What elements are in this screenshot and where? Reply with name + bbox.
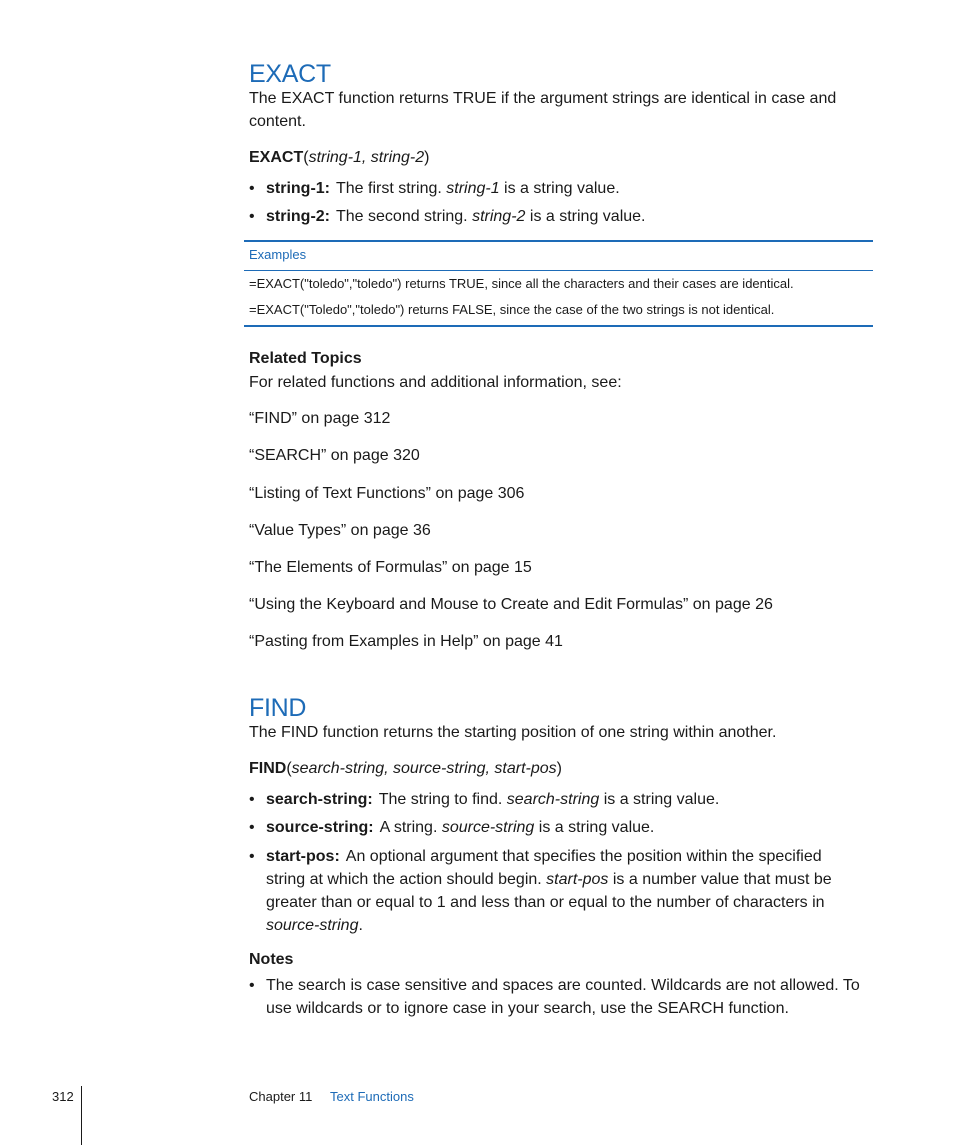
arg-text: string at which the action should begin.: [266, 871, 547, 888]
find-heading: FIND: [249, 694, 307, 722]
arg-text: is a string value.: [499, 180, 620, 197]
exact-syntax-name: EXACT: [249, 149, 304, 166]
find-syntax: FIND(search-string, source-string, start-pos): [249, 760, 562, 777]
arg-text: is a number value that must be: [608, 871, 832, 888]
related-intro: For related functions and additional information, see:: [249, 374, 622, 391]
arg-text: The first string.: [336, 180, 447, 197]
related-link-value-types[interactable]: “Value Types” on page 36: [249, 522, 431, 539]
example-row-1: =EXACT("toledo","toledo") returns TRUE, since all the characters and their cases are identical.: [249, 276, 794, 291]
find-arg-3: • start-pos: An optional argument that specifies the position within the specified string at which the action should begin. start-pos is a number value that must be greater than or equal to 1 and less than or equal to the number of characters in source-string.: [249, 848, 832, 934]
arg-text: An optional argument that specifies the position within the specified: [345, 848, 822, 865]
arg-italic: source-string: [441, 819, 535, 836]
example-row-2: =EXACT("Toledo","toledo") returns FALSE, since the case of the two strings is not identical.: [249, 302, 775, 317]
notes-line-2: use wildcards or to ignore case in your search, use the SEARCH function.: [266, 1000, 789, 1017]
arg-italic: start-pos: [546, 871, 609, 888]
examples-bottom-rule: [244, 325, 873, 327]
arg-text: A string.: [379, 819, 442, 836]
arg-italic: search-string: [506, 791, 600, 808]
exact-syntax-args: string-1, string-2: [308, 149, 425, 166]
related-link-pasting-examples[interactable]: “Pasting from Examples in Help” on page 41: [249, 633, 563, 650]
arg-text: .: [358, 917, 363, 934]
find-intro: The FIND function returns the starting position of one string within another.: [249, 724, 777, 741]
notes-item: • The search is case sensitive and spaces are counted. Wildcards are not allowed. To use wildcards or to ignore case in your search, use the SEARCH function.: [266, 974, 866, 1020]
related-link-text-functions[interactable]: “Listing of Text Functions” on page 306: [249, 485, 525, 502]
footer-chapter-title[interactable]: Text Functions: [330, 1089, 414, 1104]
exact-syntax: EXACT(string-1, string-2): [249, 149, 430, 166]
arg-italic: string-1: [446, 180, 500, 197]
arg-term: start-pos:: [266, 848, 340, 865]
related-link-keyboard-mouse[interactable]: “Using the Keyboard and Mouse to Create and Edit Formulas” on page 26: [249, 596, 773, 613]
exact-intro: The EXACT function returns TRUE if the argument strings are identical in case and content.: [249, 90, 837, 130]
arg-term: search-string:: [266, 791, 373, 808]
exact-heading: EXACT: [249, 60, 331, 88]
arg-text: is a string value.: [599, 791, 720, 808]
arg-term: source-string:: [266, 819, 374, 836]
find-arg-2: • source-string: A string. source-string is a string value.: [249, 819, 655, 836]
examples-label: Examples: [249, 247, 307, 262]
notes-line-1: The search is case sensitive and spaces are counted. Wildcards are not allowed. To: [266, 977, 860, 994]
examples-top-rule: [244, 240, 873, 242]
arg-italic: string-2: [472, 208, 526, 225]
related-link-search[interactable]: “SEARCH” on page 320: [249, 447, 420, 464]
arg-term: string-2:: [266, 208, 330, 225]
arg-text: The string to find.: [378, 791, 507, 808]
related-heading: Related Topics: [249, 350, 362, 367]
arg-term: string-1:: [266, 180, 330, 197]
page-number: 312: [52, 1089, 74, 1104]
arg-text: is a string value.: [534, 819, 655, 836]
examples-header-rule: [244, 270, 873, 271]
footer-divider: [81, 1086, 82, 1145]
exact-arg-2: • string-2: The second string. string-2 is a string value.: [249, 208, 646, 225]
exact-arg-1: • string-1: The first string. string-1 is a string value.: [249, 180, 620, 197]
footer-chapter: Chapter 11: [249, 1089, 313, 1104]
related-link-find[interactable]: “FIND” on page 312: [249, 410, 391, 427]
find-syntax-name: FIND: [249, 760, 287, 777]
find-arg-1: • search-string: The string to find. search-string is a string value.: [249, 791, 720, 808]
arg-text: greater than or equal to 1 and less than or equal to the number of characters in: [266, 894, 825, 911]
arg-italic: source-string: [266, 917, 359, 934]
notes-heading: Notes: [249, 951, 294, 968]
find-syntax-args: search-string, source-string, start-pos: [291, 760, 557, 777]
arg-text: The second string.: [336, 208, 473, 225]
arg-text: is a string value.: [525, 208, 646, 225]
related-link-elements-of-formulas[interactable]: “The Elements of Formulas” on page 15: [249, 559, 532, 576]
